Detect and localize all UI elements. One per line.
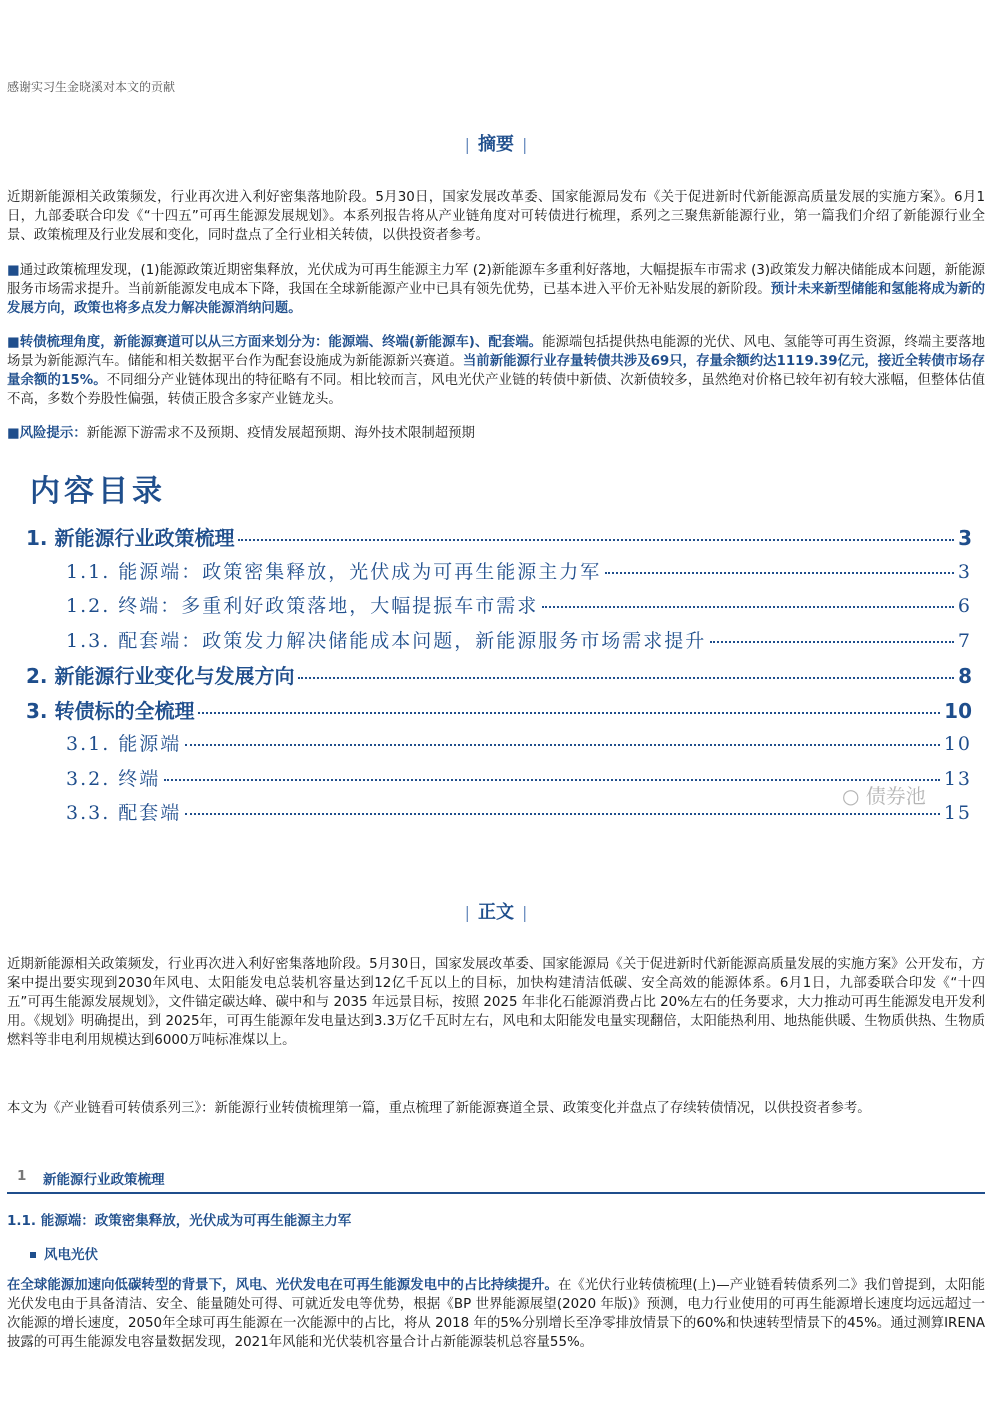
toc-entry[interactable]: 1.3. 配套端：政策发力解决储能成本问题，新能源服务市场需求提升 7 bbox=[66, 630, 972, 652]
toc-entry[interactable]: 3.2. 终端 13 bbox=[66, 768, 972, 790]
title-bar-icon: | bbox=[464, 903, 470, 922]
table-of-contents bbox=[0, 462, 992, 834]
section-title: 新能源行业政策梳理 bbox=[43, 1172, 165, 1188]
summary-paragraph-2: ■通过政策梳理发现，(1)能源政策近期密集释放，光伏成为可再生能源主力军 (2)新能源车多重利好落地，大幅提振车市需求 (3)政策发力解决储能成本问题，新能源服务市场需求提升。当前新能源发电成本下降，我国在全球新能源产业中已具有领先优势，已基本进入平价无补贴发展的新阶段。预计未来新型储能和氢能将成为新的发展方向，政策也将多点发力解决能源消纳问题。 bbox=[7, 263, 986, 316]
body-paragraph-3: 在全球能源加速向低碳转型的背景下，风电、光伏发电在可再生能源发电中的占比持续提升。在《光伏行业转债梳理(上)—产业链看转债系列二》我们曾提到，太阳能光伏发电由于具备清洁、安全、能量随处可得、可就近发电等优势，根据《BP 世界能源展望(2020 年版)》预测，电力行业使用的可再生能源增长速度均远远超过一次能源的增长速度，2050年全球可再生能源在一次能源中的占比，将从 2018 年的5%分别增长至净零排放情景下的60%和快速转型情景下的45%。通过测算IRENA披露的可再生能源发电容量数据发现，2021年风能和光伏装机容量合计占新能源装机总容量55%。 bbox=[7, 1278, 985, 1350]
body-paragraph-1: 近期新能源相关政策频发，行业再次进入利好密集落地阶段。5月30日，国家发展改革委、国家能源局《关于促进新时代新能源高质量发展的实施方案》公开发布，方案中提出要实现到2030年风电、太阳能发电总装机容量达到12亿千瓦以上的目标，加快构建清洁低碳、安全高效的能源体系。6月1日，九部委联合印发《“十四五”可再生能源发展规划》，文件锚定碳达峰、碳中和与 2035 年远景目标，按照 2025 年非化石能源消费占比 20%左右的任务要求，大力推动可再生能源发电开发利用。《规划》明确提出，到 2025年，可再生能源年发电量达到3.3万亿千瓦时左右，风电和太阳能发电量实现翻倍，太阳能热利用、地热能供暖、生物质供热、生物质燃料等非电利用规模达到6000万吨标准煤以上。 bbox=[7, 957, 985, 1048]
section-heading-1 bbox=[7, 1164, 985, 1194]
title-bar-icon: | bbox=[522, 903, 528, 922]
wechat-watermark: ○ 债券池 bbox=[842, 784, 926, 808]
body-paragraph-2: 本文为《产业链看可转债系列三》：新能源行业转债梳理第一篇，重点梳理了新能源赛道全景、政策变化并盘点了存续转债情况，以供投资者参考。 bbox=[7, 1101, 871, 1116]
wechat-icon: ○ bbox=[842, 784, 860, 808]
square-bullet-icon: ■ bbox=[7, 426, 20, 441]
toc-entry[interactable]: 1. 新能源行业政策梳理 3 bbox=[26, 526, 972, 550]
toc-entry[interactable]: 3.3. 配套端 15 bbox=[66, 802, 972, 824]
acknowledgement: 感谢实习生金晓溪对本文的贡献 bbox=[7, 80, 176, 94]
square-bullet-icon: ■ bbox=[7, 335, 20, 350]
toc-entry[interactable]: 1.1. 能源端：政策密集释放，光伏成为可再生能源主力军 3 bbox=[66, 561, 972, 583]
square-bullet-icon: ■ bbox=[7, 263, 20, 278]
risk-warning: ■风险提示：新能源下游需求不及预期、疫情发展超预期、海外技术限制超预期 bbox=[7, 426, 475, 441]
bullet-heading: 风电光伏 bbox=[30, 1243, 98, 1263]
toc-entry[interactable]: 2. 新能源行业变化与发展方向 8 bbox=[26, 664, 972, 688]
toc-title: 内容目录 bbox=[30, 474, 166, 509]
subsection-heading: 1.1. 能源端：政策密集释放，光伏成为可再生能源主力军 bbox=[7, 1213, 352, 1229]
toc-entry[interactable]: 3. 转债标的全梳理 10 bbox=[26, 699, 972, 723]
section-number: 1 bbox=[17, 1168, 27, 1184]
square-bullet-icon bbox=[30, 1252, 36, 1258]
summary-title: | 摘要 | bbox=[464, 134, 528, 155]
toc-entry[interactable]: 1.2. 终端：多重利好政策落地，大幅提振车市需求 6 bbox=[66, 595, 972, 617]
summary-paragraph-3: ■转债梳理角度，新能源赛道可以从三方面来划分为：能源端、终端(新能源车)、配套端。能源端包括提供热电能源的光伏、风电、氢能等可再生资源，终端主要落地场景为新能源汽车。储能和相关数据平台作为配套设施成为新能源新兴赛道。当前新能源行业存量转债共涉及69只，存量余额约达1119.39亿元，接近全转债市场存量余额的15%。不同细分产业链体现出的特征略有不同。相比较而言，风电光伏产业链的转债中新债、次新债较多，虽然绝对价格已较年初有较大涨幅，但整体估值不高，多数个券股性偏强，转债正股含多家产业链龙头。 bbox=[7, 335, 986, 407]
toc-entry[interactable]: 3.1. 能源端 10 bbox=[66, 733, 972, 755]
summary-paragraph-1: 近期新能源相关政策频发，行业再次进入利好密集落地阶段。5月30日，国家发展改革委、国家能源局发布《关于促进新时代新能源高质量发展的实施方案》。6月1日，九部委联合印发《“十四五”可再生能源发展规划》。本系列报告将从产业链角度对可转债进行梳理，系列之三聚焦新能源行业，第一篇我们介绍了新能源行业全景、政策梳理及行业发展和变化，同时盘点了全行业相关转债，以供投资者参考。 bbox=[7, 190, 985, 243]
title-bar-icon: | bbox=[464, 135, 470, 154]
body-title: | 正文 | bbox=[464, 902, 528, 923]
title-bar-icon: | bbox=[522, 135, 528, 154]
